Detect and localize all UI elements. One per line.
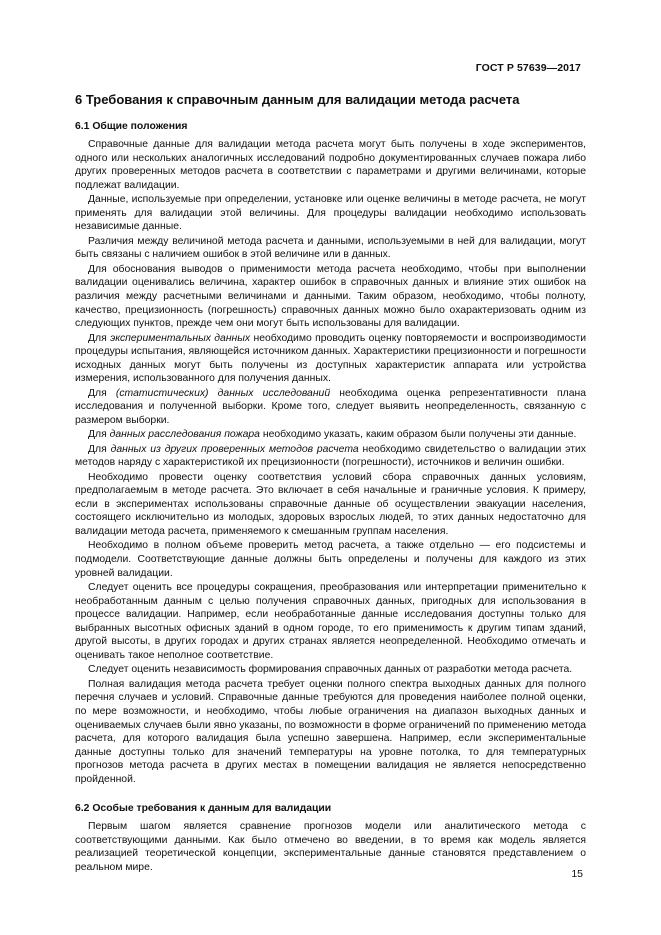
- paragraph: Данные, используемые при определении, установке или оценке величины в методе расчета, не могут применять для валидации этой величины. Для процедуры валидации необходимо использовать независимые данные.: [75, 194, 586, 233]
- subsection-title-6-2: 6.2 Особые требования к данным для валидации: [75, 803, 332, 814]
- paragraph: Первым шагом является сравнение прогнозов модели или аналитического метода с соответствующими данными. Как было отмечено во введении, в то время как модель является реализацией теоретической концепции, экспериментальные данные становятся представлением о реальном мире.: [75, 821, 586, 873]
- page-number: 15: [571, 868, 583, 880]
- paragraph: Необходимо провести оценку соответствия условий сбора справочных данных условиям, предполагаемым в методе расчета. Это включает в себя начальные и граничные условия. К примеру, если в экспериментах использованы справочные данные об осуществлении эвакуации населения, состоящего исключительно из молодых, здоровых взрослых людей, то этих данных недостаточно для валидации метода расчета, применяемого к смешанным группам населения.: [75, 471, 586, 537]
- paragraph: Различия между величиной метода расчета и данными, используемыми в ней для валидации, могут быть связаны с наличием ошибок в этой величине или в данных.: [75, 235, 586, 261]
- italic-term: данных расследования пожара: [109, 429, 260, 441]
- paragraph: Для обоснования выводов о применимости метода расчета необходимо, чтобы при выполнении валидации оценивались величина, характер ошибок в справочных данных и влияние этих ошибок на различия между расчетными величинами и данными. Таким образом, необходимо, чтобы полноту, качество, прецизионность (погрешность) справочных данных можно было охарактеризовать одним из следующих пунктов, прежде чем они могут быть использованы для валидации.: [75, 263, 586, 330]
- section-title: 6 Требования к справочным данным для валидации метода расчета: [75, 92, 520, 107]
- paragraph-rest: необходимо свидетельство о валидации этих методов наряду с характеристикой их прецизионности (погрешности), источников и величин ошибки.: [75, 443, 586, 469]
- paragraph-lead: Для: [88, 387, 116, 399]
- subsection-body-6-1: [75, 138, 586, 787]
- paragraph-lead: Для: [88, 429, 110, 441]
- italic-term: (статистических) данных исследований: [115, 387, 331, 399]
- italic-term: экспериментальных данных: [110, 332, 251, 344]
- paragraph: [75, 428, 586, 442]
- paragraph: Полная валидация метода расчета требует оценки полного спектра выходных данных для полного перечня случаев и условий. Справочные данные требуются для проведения наиболее полной оценки, по мере возможности, и необходимо, чтобы любые ограничения на диапазон выходных данных и оцениваемых случаев были явно указаны, по возможности в форме ограничений по применению метода расчета, для которого валидация была успешно завершена. Например, если экспериментальные данные доступны только для значений температуры на уровне потолка, то для температурных прогнозов метода расчета в других местах в помещении валидация не является непосредственно пройденной.: [75, 678, 586, 785]
- paragraph-rest: необходимо указать, каким образом были получены эти данные.: [259, 429, 577, 441]
- paragraph: [75, 443, 586, 470]
- paragraph: [75, 332, 586, 386]
- paragraph: Следует оценить независимость формирования справочных данных от разработки метода расчета.: [88, 664, 573, 676]
- paragraph-rest: необходимо проводить оценку повторяемости и воспроизводимости процедуры испытания, являющейся источником данных. Характеристики прецизионности и погрешности исходных данных могут быть получены из доступных характеристик аппарата или устройства измерения, использованного для получения данных.: [75, 332, 587, 385]
- paragraph: Следует оценить все процедуры сокращения, преобразования или интерпретации применительно к необработанным данным с целью получения справочных данных, пригодных для использования в процессе валидации. Например, если необработанные данные исследования доступны только для выбранных высотных офисных зданий в одном городе, то его применимость к другим типам зданий, другой высоты, в других городах и других странах является неопределенной. Необходимо отмечать и оценивать такое неполное соответствие.: [75, 581, 586, 661]
- paragraph: Справочные данные для валидации метода расчета могут быть получены в ходе экспериментов, одного или нескольких аналогичных исследований подробно документированных случаев пожара либо других проверенных методов расчета в соответствии с параметрами и другими величинами, которые подлежат валидации.: [75, 139, 586, 191]
- paragraph-rest: необходима оценка репрезентативности плана исследования и полученной выборки. Кроме того, следует выявить неопределенность, связанную с размером выборки.: [75, 387, 587, 426]
- paragraph: [75, 387, 586, 428]
- paragraph: Необходимо в полном объеме проверить метод расчета, а также отдельно — его подсистемы и подмодели. Соответствующие данные должны быть определены и получены для каждого из этих уровней валидации.: [75, 540, 586, 579]
- italic-term: данных из других проверенных методов расчета: [110, 443, 359, 455]
- paragraph-lead: Для: [88, 443, 111, 455]
- paragraph-lead: Для: [88, 332, 111, 344]
- standard-header: ГОСТ Р 57639—2017: [475, 62, 581, 74]
- subsection-body-6-2: [75, 820, 586, 875]
- subsection-title-6-1: 6.1 Общие положения: [75, 121, 188, 132]
